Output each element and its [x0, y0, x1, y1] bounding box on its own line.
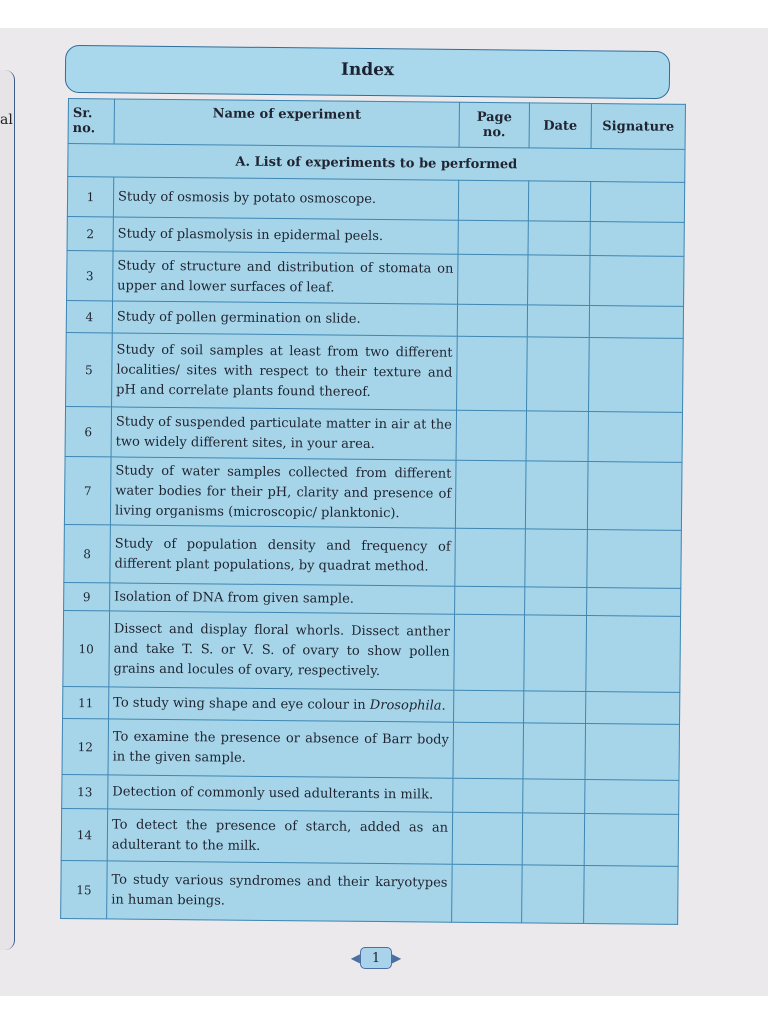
signature-cell — [590, 256, 684, 307]
signature-cell — [587, 462, 682, 531]
row-number: 12 — [62, 718, 109, 774]
table-row — [64, 456, 682, 530]
table-row — [67, 177, 684, 223]
date-cell — [523, 779, 585, 814]
signature-cell — [590, 222, 684, 257]
table-row — [66, 332, 684, 412]
date-cell — [525, 529, 588, 588]
right-arrow-icon: ▶ — [392, 951, 402, 965]
table-row — [61, 860, 679, 924]
row-number: 15 — [61, 860, 108, 918]
signature-cell — [584, 813, 678, 866]
experiment-name: Isolation of DNA from given sample. — [110, 583, 455, 614]
signature-cell — [588, 412, 682, 463]
row-number: 7 — [64, 456, 111, 524]
row-number: 6 — [65, 406, 111, 456]
page-no-cell — [455, 528, 526, 587]
page-no-cell — [457, 336, 528, 411]
left-page-text: al — [0, 112, 13, 128]
page-title: Index — [340, 59, 395, 81]
experiment-name: Detection of commonly used adulterants in milk. — [108, 775, 453, 812]
date-cell — [524, 615, 587, 692]
page-no-cell — [457, 304, 527, 337]
index-table-wrapper — [60, 98, 685, 925]
page-number-badge — [348, 946, 404, 970]
row-number: 1 — [67, 177, 113, 217]
signature-cell — [586, 616, 681, 693]
signature-cell — [590, 182, 684, 223]
experiment-name: Study of osmosis by potato osmoscope. — [113, 177, 458, 220]
signature-cell — [586, 691, 680, 724]
row-number: 5 — [66, 332, 113, 406]
page-no-cell — [453, 778, 523, 813]
header-sr-no: Sr. no. — [68, 99, 114, 144]
left-arrow-icon: ◀ — [350, 951, 360, 965]
row-number: 13 — [62, 774, 108, 808]
row-number: 9 — [64, 582, 110, 610]
page-no-cell — [453, 722, 524, 779]
page-no-cell — [452, 864, 523, 923]
experiment-name: Study of pollen germination on slide. — [112, 301, 457, 336]
date-cell — [528, 255, 590, 306]
date-cell — [527, 305, 589, 338]
experiment-name: To examine the presence or absence of Barr body in the given sample. — [108, 719, 454, 778]
signature-cell — [584, 865, 679, 924]
header-page-no: Page no. — [459, 102, 529, 148]
header-row — [68, 99, 685, 150]
page-no-cell — [455, 460, 526, 529]
signature-cell — [589, 306, 683, 339]
table-row — [64, 524, 682, 588]
page-no-cell — [458, 220, 528, 255]
date-cell — [523, 723, 586, 780]
header-signature: Signature — [591, 104, 685, 150]
page-no-cell — [454, 614, 525, 691]
experiment-name: Study of structure and distribution of stomata on upper and lower surfaces of leaf. — [113, 251, 458, 304]
date-cell — [527, 337, 590, 412]
page-no-cell — [455, 586, 525, 615]
row-number: 2 — [67, 216, 113, 250]
date-cell — [522, 865, 585, 924]
experiment-name: To study various syndromes and their karyotypes in human beings. — [107, 861, 453, 922]
table-row — [67, 250, 684, 306]
row-number: 10 — [63, 610, 110, 686]
page-no-cell — [458, 254, 528, 305]
page-no-cell — [456, 410, 526, 461]
experiment-name: To study wing shape and eye colour in Drosophila. — [109, 687, 454, 722]
row-number: 3 — [67, 250, 113, 300]
page-no-cell — [454, 690, 524, 723]
date-cell — [528, 181, 590, 222]
table-row — [62, 718, 680, 780]
experiment-name: Study of water samples collected from different water bodies for their pH, clarity and presence of living organisms (microscopic/ planktonic). — [110, 457, 456, 528]
row-number: 8 — [64, 524, 111, 582]
row-number: 4 — [66, 300, 112, 332]
date-cell — [524, 691, 586, 724]
row-number: 14 — [61, 808, 107, 860]
signature-cell — [585, 779, 679, 814]
experiment-name: To detect the presence of starch, added as an adulterant to the milk. — [107, 809, 452, 864]
page-no-cell — [458, 180, 528, 221]
date-cell — [522, 813, 584, 866]
signature-cell — [585, 723, 680, 780]
section-title: A. List of experiments to be performed — [68, 144, 685, 183]
experiment-name: Study of soil samples at least from two different localities/ sites with respect to their texture and pH and correlate plants found thereof. — [112, 333, 458, 410]
index-title-bar — [65, 45, 670, 99]
date-cell — [525, 587, 587, 616]
date-cell — [525, 461, 588, 530]
date-cell — [528, 221, 590, 256]
experiment-name: Study of suspended particulate matter in air at the two widely different sites, in your area. — [111, 407, 456, 460]
signature-cell — [587, 588, 681, 617]
page-no-cell — [452, 812, 522, 865]
experiment-name: Dissect and display floral whorls. Dissect anther and take T. S. or V. S. of ovary to show pollen grains and locules of ovary, respectively. — [109, 611, 455, 690]
date-cell — [526, 411, 588, 462]
experiment-name: Study of population density and frequency of different plant populations, by quadrat method. — [110, 525, 456, 586]
left-page-edge — [0, 70, 15, 950]
signature-cell — [589, 338, 684, 413]
table-row — [65, 406, 682, 462]
row-number: 11 — [63, 686, 109, 718]
index-table — [60, 98, 686, 925]
header-date: Date — [529, 103, 591, 149]
signature-cell — [587, 530, 682, 589]
header-name: Name of experiment — [114, 99, 459, 147]
table-row — [61, 808, 678, 866]
experiment-name: Study of plasmolysis in epidermal peels. — [113, 217, 458, 254]
page-number: 1 — [360, 947, 392, 969]
table-row — [63, 610, 681, 692]
